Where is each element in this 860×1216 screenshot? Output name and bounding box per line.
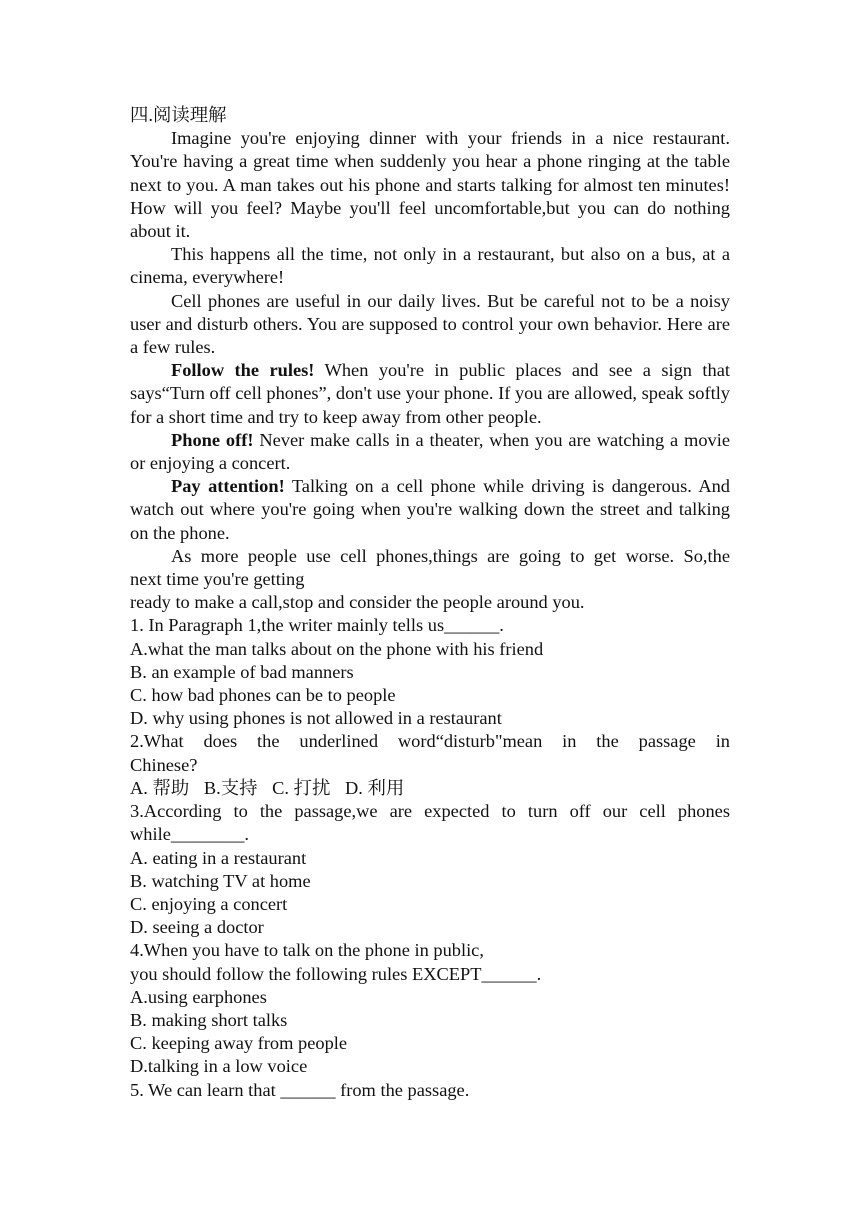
paragraph-text: Talking on a cell phone while driving is dangerous. And watch out where you're going when you're walking down the street and talking on the phone. xyxy=(130,476,730,543)
question-1-stem: 1. In Paragraph 1,the writer mainly tells us______. xyxy=(130,615,504,636)
question-3-stem xyxy=(130,800,730,846)
passage-paragraph-7-line-3: ready to make a call,stop and consider the people around you. xyxy=(130,592,585,613)
section-title: 四.阅读理解 xyxy=(130,105,227,125)
rule-heading: Phone off! xyxy=(171,429,254,450)
paragraph-text: Imagine you're enjoying dinner with your friends in a nice restaurant. You're having a great time when suddenly you hear a phone ringing at the table next to you. A man takes out his phone and starts talking for almost ten minutes! How will you feel? Maybe you'll feel uncomfortable,but you can do nothing about it. xyxy=(130,128,730,242)
question-2-stem-text: 2.What does the underlined word“disturb"mean in the passage in Chinese? xyxy=(130,731,730,775)
question-4-stem-line-2: you should follow the following rules EXCEPT______. xyxy=(130,963,542,984)
passage-paragraph-3 xyxy=(130,290,730,360)
question-5-stem: 5. We can learn that ______ from the passage. xyxy=(130,1079,470,1100)
question-3-stem-text: 3.According to the passage,we are expected to turn off our cell phones while________. xyxy=(130,801,730,845)
passage-paragraph-6 xyxy=(130,475,730,545)
rule-heading: Pay attention! xyxy=(171,476,285,497)
paragraph-text: Never make calls in a theater, when you are watching a movie or enjoying a concert. xyxy=(130,429,730,474)
question-3-option-d: D. seeing a doctor xyxy=(130,917,264,938)
question-2-option-b: B.支持 xyxy=(203,777,258,798)
question-1-option-b: B. an example of bad manners xyxy=(130,661,354,682)
passage-paragraph-7-line-1: As more people use cell phones,things are going to get worse. So,the xyxy=(171,545,730,566)
question-2-option-d: D. 利用 xyxy=(345,777,405,798)
question-1-option-c: C. how bad phones can be to people xyxy=(130,685,396,706)
question-1-option-a: A.what the man talks about on the phone with his friend xyxy=(130,638,544,659)
question-4-option-c: C. keeping away from people xyxy=(130,1033,348,1054)
question-3-option-c: C. enjoying a concert xyxy=(130,893,288,914)
question-1-option-d: D. why using phones is not allowed in a restaurant xyxy=(130,708,502,729)
passage-paragraph-7-line-2: next time you're getting xyxy=(130,569,305,590)
passage-paragraph-4 xyxy=(130,359,730,429)
question-3-option-a: A. eating in a restaurant xyxy=(130,847,307,868)
question-2-stem xyxy=(130,730,730,776)
question-2-option-c: C. 打扰 xyxy=(272,777,331,798)
passage-paragraph-1 xyxy=(130,127,730,243)
question-4-stem-line-1: 4.When you have to talk on the phone in public, xyxy=(130,940,484,961)
question-4-option-b: B. making short talks xyxy=(130,1009,288,1030)
paragraph-text: Cell phones are useful in our daily lives. But be careful not to be a noisy user and disturb others. You are supposed to control your own behavior. Here are a few rules. xyxy=(130,290,730,358)
question-2-options xyxy=(130,777,730,800)
question-3-option-b: B. watching TV at home xyxy=(130,870,311,891)
document-page xyxy=(130,104,730,1102)
passage-paragraph-2 xyxy=(130,243,730,289)
passage-paragraph-5 xyxy=(130,429,730,475)
question-2-option-a: A. 帮助 xyxy=(130,777,190,798)
question-4-option-a: A.using earphones xyxy=(130,986,267,1007)
paragraph-text: This happens all the time, not only in a restaurant, but also on a bus, at a cinema, everywhere! xyxy=(130,244,730,288)
question-4-option-d: D.talking in a low voice xyxy=(130,1056,308,1077)
rule-heading: Follow the rules! xyxy=(171,360,315,381)
paragraph-text: When you're in public places and see a sign that says“Turn off cell phones”, don't use your phone. If you are allowed, speak softly for a short time and try to keep away from other people. xyxy=(130,360,730,427)
